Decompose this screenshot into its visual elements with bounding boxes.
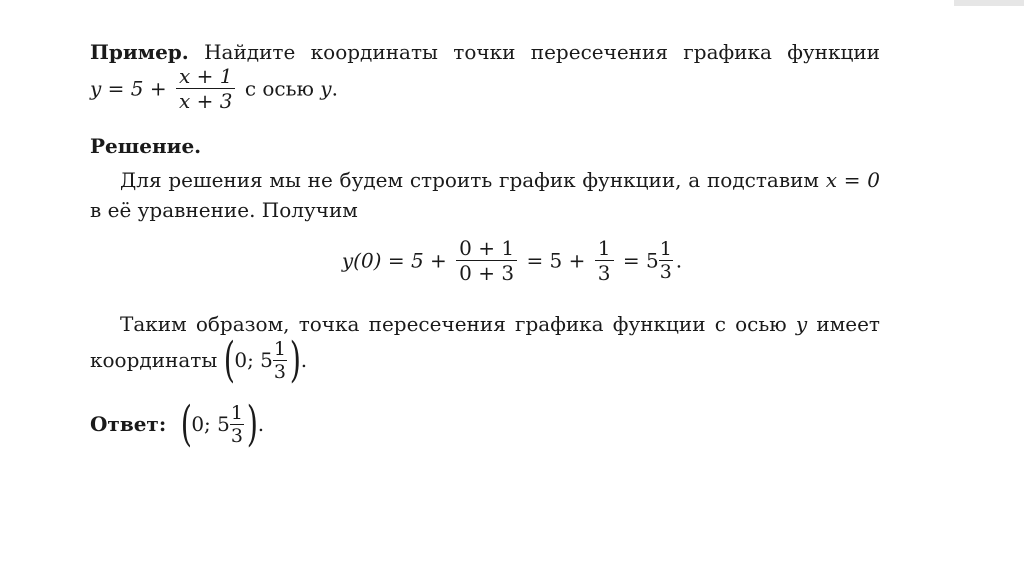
function-fraction — [176, 64, 235, 113]
example-label: Пример. — [90, 40, 189, 64]
display-fraction-3 — [659, 238, 673, 283]
function-denominator: x + 3 — [178, 89, 233, 113]
para2-text: Таким образом, точка пересечения графика функции с осью — [120, 312, 787, 336]
example-axis-var: y — [320, 76, 332, 101]
example-axis-text: с осью — [244, 76, 314, 101]
para1-line-1 — [120, 168, 880, 192]
example-text: Найдите координаты точки пересечения графика функции — [204, 40, 881, 64]
function-numerator: x + 1 — [176, 64, 235, 89]
answer-period: . — [257, 412, 265, 436]
para2-coords-label: координаты — [90, 348, 218, 372]
display-fraction-3-num: 1 — [659, 238, 672, 260]
example-period: . — [331, 76, 338, 101]
answer-close-paren: ) — [246, 396, 258, 452]
display-fraction-3-den: 3 — [659, 261, 672, 283]
corner-decoration — [954, 0, 1024, 6]
para2-period: . — [300, 348, 308, 372]
answer-fraction-num: 1 — [230, 401, 243, 424]
coord-inner: 0; 5 — [234, 348, 273, 372]
display-lhs: y(0) = 5 + — [341, 248, 447, 273]
para1-eq: x = 0 — [825, 168, 880, 192]
display-fraction-2-den: 3 — [597, 261, 611, 285]
answer-open-paren: ( — [180, 396, 192, 452]
display-fraction-2-num: 1 — [595, 236, 614, 261]
coord-fraction-den: 3 — [273, 360, 286, 383]
para1-text: Для решения мы не будем строить график функции, а подставим — [120, 168, 819, 192]
para1-line-2: в её уравнение. Получим — [90, 198, 358, 222]
function-lhs: y = 5 + — [90, 76, 167, 101]
display-fraction-1 — [456, 236, 517, 285]
display-mid: = 5 + — [526, 248, 586, 273]
answer-coord-inner: 0; 5 — [191, 412, 230, 436]
answer-fraction-den: 3 — [230, 424, 243, 447]
example-line-2 — [90, 64, 880, 120]
open-paren: ( — [223, 332, 235, 388]
solution-heading: Решение. — [90, 134, 202, 158]
answer-line — [90, 396, 880, 458]
para2-end: имеет — [816, 312, 880, 336]
display-equation — [0, 236, 1024, 285]
coord-fraction-num: 1 — [273, 337, 286, 360]
close-paren: ) — [289, 332, 301, 388]
example-line-1 — [90, 40, 880, 64]
display-end: . — [675, 248, 683, 273]
display-eq3: = 5 — [622, 248, 659, 273]
answer-label: Ответ: — [90, 412, 167, 436]
answer-fraction — [230, 402, 244, 447]
display-fraction-2 — [595, 236, 614, 285]
display-fraction-1-den: 0 + 3 — [459, 261, 515, 285]
para2-var-y: y — [795, 312, 808, 336]
coord-fraction — [273, 338, 287, 383]
para2-line-2 — [90, 332, 880, 394]
display-fraction-1-num: 0 + 1 — [456, 236, 517, 261]
